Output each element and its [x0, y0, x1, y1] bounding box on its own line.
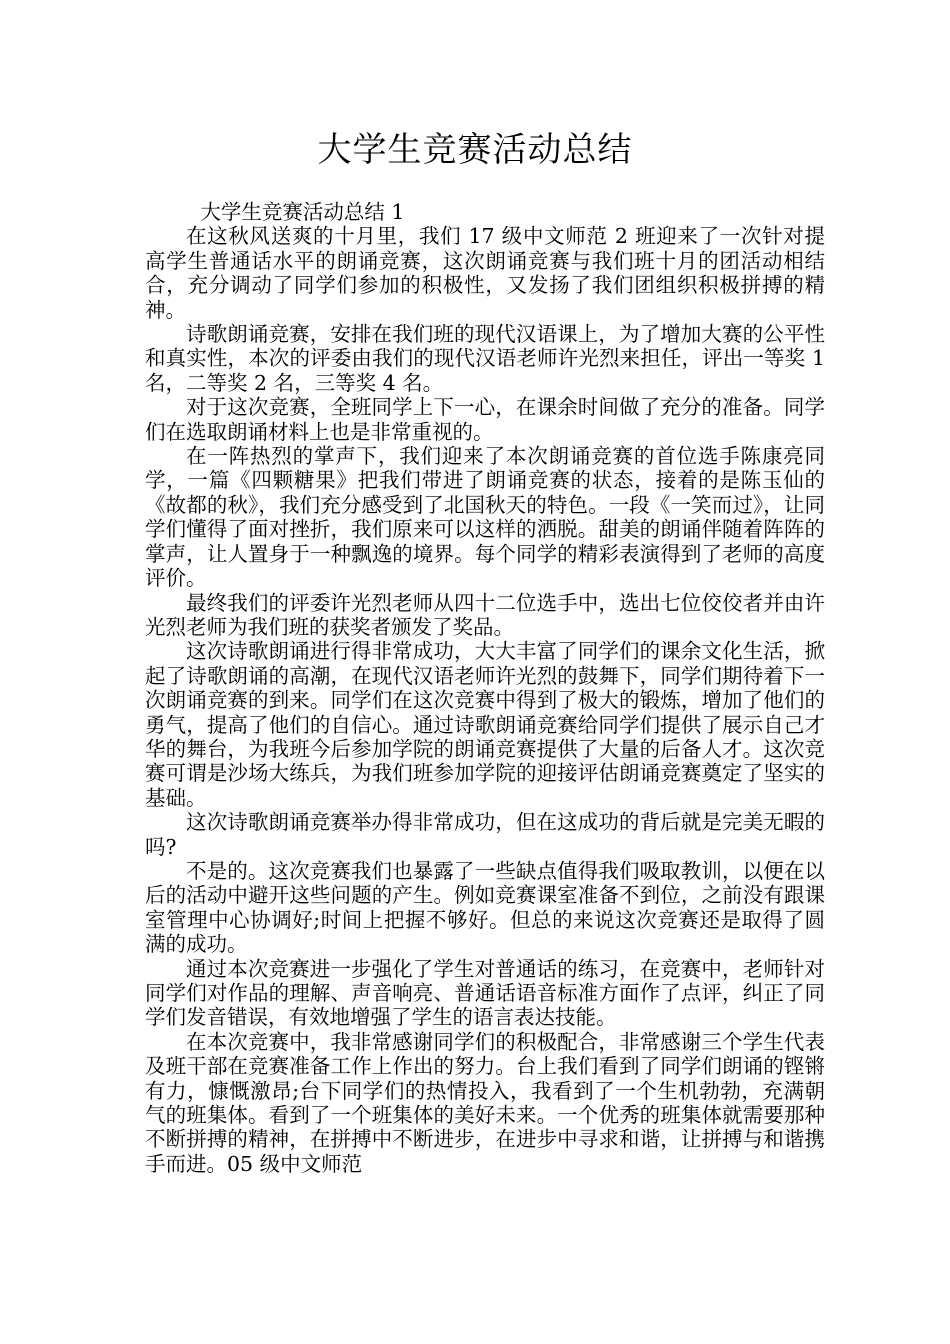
paragraph-7: 这次诗歌朗诵竞赛举办得非常成功，但在这成功的背后就是完美无暇的吗?: [145, 810, 825, 859]
paragraph-5: 最终我们的评委许光烈老师从四十二位选手中，选出七位佼佼者并由许光烈老师为我们班的获奖者颁发了奖品。: [145, 590, 825, 639]
paragraph-3: 对于这次竞赛，全班同学上下一心，在课余时间做了充分的准备。同学们在选取朗诵材料上也是非常重视的。: [145, 395, 825, 444]
paragraph-9: 通过本次竞赛进一步强化了学生对普通话的练习，在竞赛中，老师针对同学们对作品的理解、声音响亮、普通话语音标准方面作了点评，纠正了同学们发音错误，有效地增强了学生的语言表达技能。: [145, 956, 825, 1030]
document-body: [145, 200, 825, 1176]
section-heading: 大学生竞赛活动总结 1: [200, 200, 405, 224]
paragraph-1: 在这秋风送爽的十月里，我们 17 级中文师范 2 班迎来了一次针对提高学生普通话水平的朗诵竞赛，这次朗诵竞赛与我们班十月的团活动相结合，充分调动了同学们参加的积极性，又发扬了我们团组织积极拼搏的精神。: [145, 224, 825, 322]
paragraph-2: 诗歌朗诵竞赛，安排在我们班的现代汉语课上，为了增加大赛的公平性和真实性，本次的评委由我们的现代汉语老师许光烈来担任，评出一等奖 1 名，二等奖 2 名，三等奖 4 名。: [145, 322, 825, 395]
paragraph-10: 在本次竞赛中，我非常感谢同学们的积极配合，非常感谢三个学生代表及班干部在竞赛准备工作上作出的努力。台上我们看到了同学们朗诵的铿锵有力，慷慨激昂;台下同学们的热情投入，我看到了一个生机勃勃，充满朝气的班集体。看到了一个班集体的美好未来。一个优秀的班集体就需要那种不断拼搏的精神，在拼搏中不断进步，在进步中寻求和谐，让拼搏与和谐携手而进。05 级中文师范: [145, 1029, 825, 1176]
paragraph-8: 不是的。这次竞赛我们也暴露了一些缺点值得我们吸取教训，以便在以后的活动中避开这些问题的产生。例如竞赛课室准备不到位，之前没有跟课室管理中心协调好;时间上把握不够好。但总的来说这次竞赛还是取得了圆满的成功。: [145, 858, 825, 957]
document-title: 大学生竞赛活动总结: [317, 130, 633, 170]
paragraph-4: 在一阵热烈的掌声下，我们迎来了本次朗诵竞赛的首位选手陈康亮同学，一篇《四颗糖果》把我们带进了朗诵竞赛的状态，接着的是陈玉仙的《故都的秋》，我们充分感受到了北国秋天的特色。一段《一笑而过》，让同学们懂得了面对挫折，我们原来可以这样的洒脱。甜美的朗诵伴随着阵阵的掌声，让人置身于一种飘逸的境界。每个同学的精彩表演得到了老师的高度评价。: [145, 444, 825, 591]
paragraph-6: 这次诗歌朗诵进行得非常成功，大大丰富了同学们的课余文化生活，掀起了诗歌朗诵的高潮，在现代汉语老师许光烈的鼓舞下，同学们期待着下一次朗诵竞赛的到来。同学们在这次竞赛中得到了极大的锻炼，增加了他们的勇气，提高了他们的自信心。通过诗歌朗诵竞赛给同学们提供了展示自己才华的舞台，为我班今后参加学院的朗诵竞赛提供了大量的后备人才。这次竞赛可谓是沙场大练兵，为我们班参加学院的迎接评估朗诵竞赛奠定了坚实的基础。: [145, 639, 825, 810]
